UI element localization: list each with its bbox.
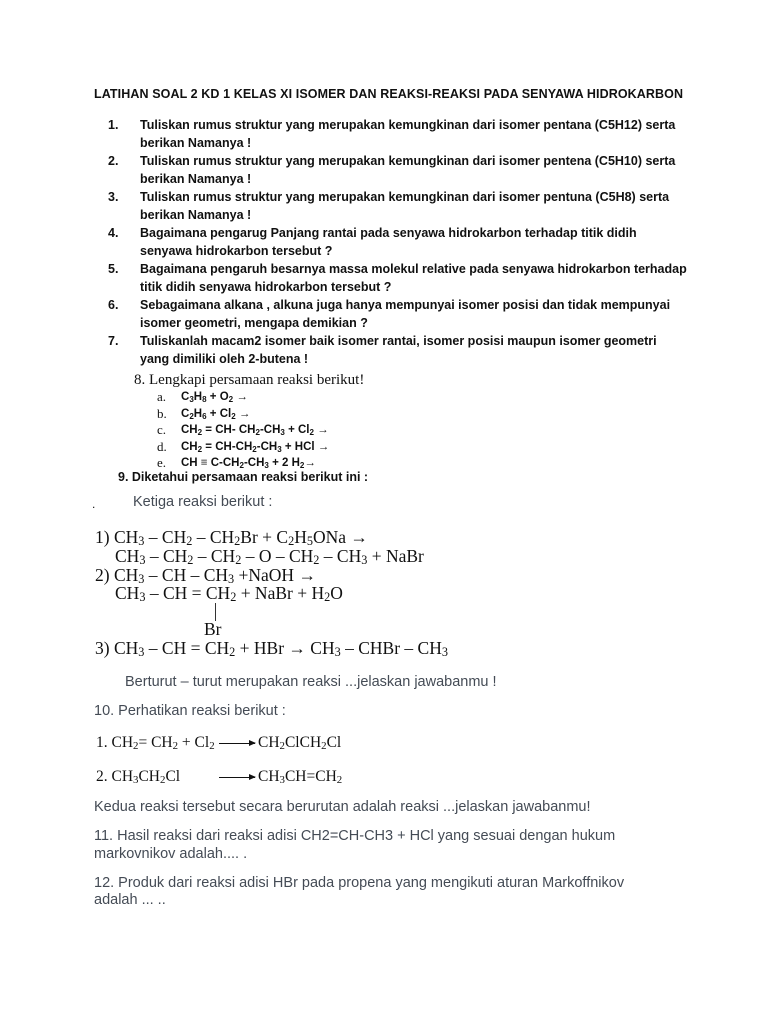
question-item	[108, 224, 688, 260]
reaction-formula: $CH_2 = CH-$ $CH_2-CH_3 + Cl_2$ →	[181, 424, 329, 438]
question-list	[108, 116, 688, 368]
question-12-line-2: adalah ... ..	[94, 892, 166, 908]
question-text: Tuliskan rumus struktur yang merupakan kemungkinan dari isomer pentuna (C5H8) serta berikan Namanya !	[140, 190, 670, 222]
reaction-formula: CH ≡ $C-CH_2-CH_3 + 2$ $H_2\to$	[181, 457, 316, 471]
reaction-1-line-2: $CH_3 - CH_2 - CH_2$ – O – $CH_2 - CH_3$ + NaBr	[115, 546, 424, 567]
question-10-label: 10. Perhatikan reaksi berikut :	[94, 703, 286, 719]
question-10-followup: Kedua reaksi tersebut secara berurutan adalah reaksi ...jelaskan jawabanmu!	[94, 799, 591, 815]
question-11-line-1: 11. Hasil reaksi dari reaksi adisi CH2=CH-CH3 + HCl yang sesuai dengan hukum	[94, 828, 616, 844]
reaction-letter: e.	[157, 455, 167, 471]
question-8-label: 8. Lengkapi persamaan reaksi berikut!	[134, 372, 365, 388]
arrow-icon	[219, 743, 255, 744]
question-number: 3.	[108, 190, 119, 204]
question-item	[108, 296, 688, 332]
question-text: Bagaimana pengarug Panjang rantai pada senyawa hidrokarbon terhadap titik didih senyawa hidrokarbon tersebut ?	[140, 226, 637, 258]
q10-reaction-1-left: 1. $CH_2= CH_2 + Cl_2$	[96, 734, 215, 752]
question-text: Sebagaimana alkana , alkuna juga hanya mempunyai isomer posisi dan tidak mempunyai isomer geometri, mengapa demikian ?	[140, 298, 671, 330]
question-number: 7.	[108, 334, 119, 348]
question-text: Tuliskan rumus struktur yang merupakan kemungkinan dari isomer pentena (C5H10) serta berikan Namanya !	[140, 154, 676, 186]
reaction-formula: $CH_2 = CH-CH_2-CH_3$ + HCl →	[181, 440, 330, 454]
stray-dot: .	[92, 497, 96, 511]
question-11-line-2: markovnikov adalah.... .	[94, 846, 248, 862]
reaction-item	[157, 389, 329, 406]
reaction-letter: a.	[157, 389, 167, 405]
reaction-2-line-2: $CH_3$ – CH = $CH_2$ + NaBr + $H_2O$	[115, 583, 343, 604]
question-number: 1.	[108, 118, 119, 132]
reaction-letter: c.	[157, 422, 167, 438]
reaction-2-bromine: Br	[204, 619, 222, 639]
question-number: 2.	[108, 154, 119, 168]
question-item	[108, 152, 688, 188]
page-title: LATIHAN SOAL 2 KD 1 KELAS XI ISOMER DAN REAKSI-REAKSI PADA SENYAWA HIDROKARBON	[94, 87, 684, 101]
question-text: Tuliskan rumus struktur yang merupakan kemungkinan dari isomer pentana (C5H12) serta berikan Namanya !	[140, 118, 676, 150]
question-8-reactions	[157, 389, 329, 472]
question-number: 5.	[108, 262, 119, 276]
question-item	[108, 116, 688, 152]
question-text: Bagaimana pengaruh besarnya massa molekul relative pada senyawa hidrokarbon terhadap titik didih senyawa hidrokarbon tersebut ?	[140, 262, 687, 294]
reaction-item	[157, 406, 329, 423]
question-number: 4.	[108, 226, 119, 240]
reaction-3: 3) $CH_3$ – CH = $CH_2$ + HBr → $CH_3$ – CHBr – $CH_3$	[95, 638, 448, 659]
question-9-followup: Berturut – turut merupakan reaksi ...jelaskan jawabanmu !	[125, 674, 497, 690]
reaction-formula: $C_3H_8 + O_2$ →	[181, 391, 248, 405]
reaction-item	[157, 439, 329, 456]
q10-reaction-2-left: 2. $CH_3CH_2Cl$	[96, 768, 181, 786]
q10-reaction-2-right: $CH_3CH=CH_2$	[258, 768, 343, 786]
question-item	[108, 332, 688, 368]
question-item	[108, 188, 688, 224]
reaction-letter: d.	[157, 438, 167, 454]
reaction-1-line-1: 1) $CH_3 - CH_2 - CH_2Br + C_2H_5ONa$ →	[95, 527, 368, 548]
question-12-line-1: 12. Produk dari reaksi adisi HBr pada propena yang mengikuti aturan Markoffnikov	[94, 875, 625, 891]
question-number: 6.	[108, 298, 119, 312]
reaction-2-line-1: 2) $CH_3$ – CH – $CH_3$ +NaOH →	[95, 565, 316, 586]
reaction-item	[157, 422, 329, 439]
reaction-letter: b.	[157, 405, 167, 421]
question-9-label: 9. Diketahui persamaan reaksi berikut ini :	[118, 470, 369, 484]
question-text: Tuliskanlah macam2 isomer baik isomer rantai, isomer posisi maupun isomer geometri yang dimiliki oleh 2-butena !	[140, 334, 657, 366]
question-item	[108, 260, 688, 296]
question-9-intro: Ketiga reaksi berikut :	[133, 494, 273, 510]
arrow-icon	[219, 777, 255, 778]
reaction-formula: $C_2H_6 + Cl_2$ →	[181, 407, 251, 421]
q10-reaction-1-right: $CH_2ClCH_2Cl$	[258, 734, 342, 752]
